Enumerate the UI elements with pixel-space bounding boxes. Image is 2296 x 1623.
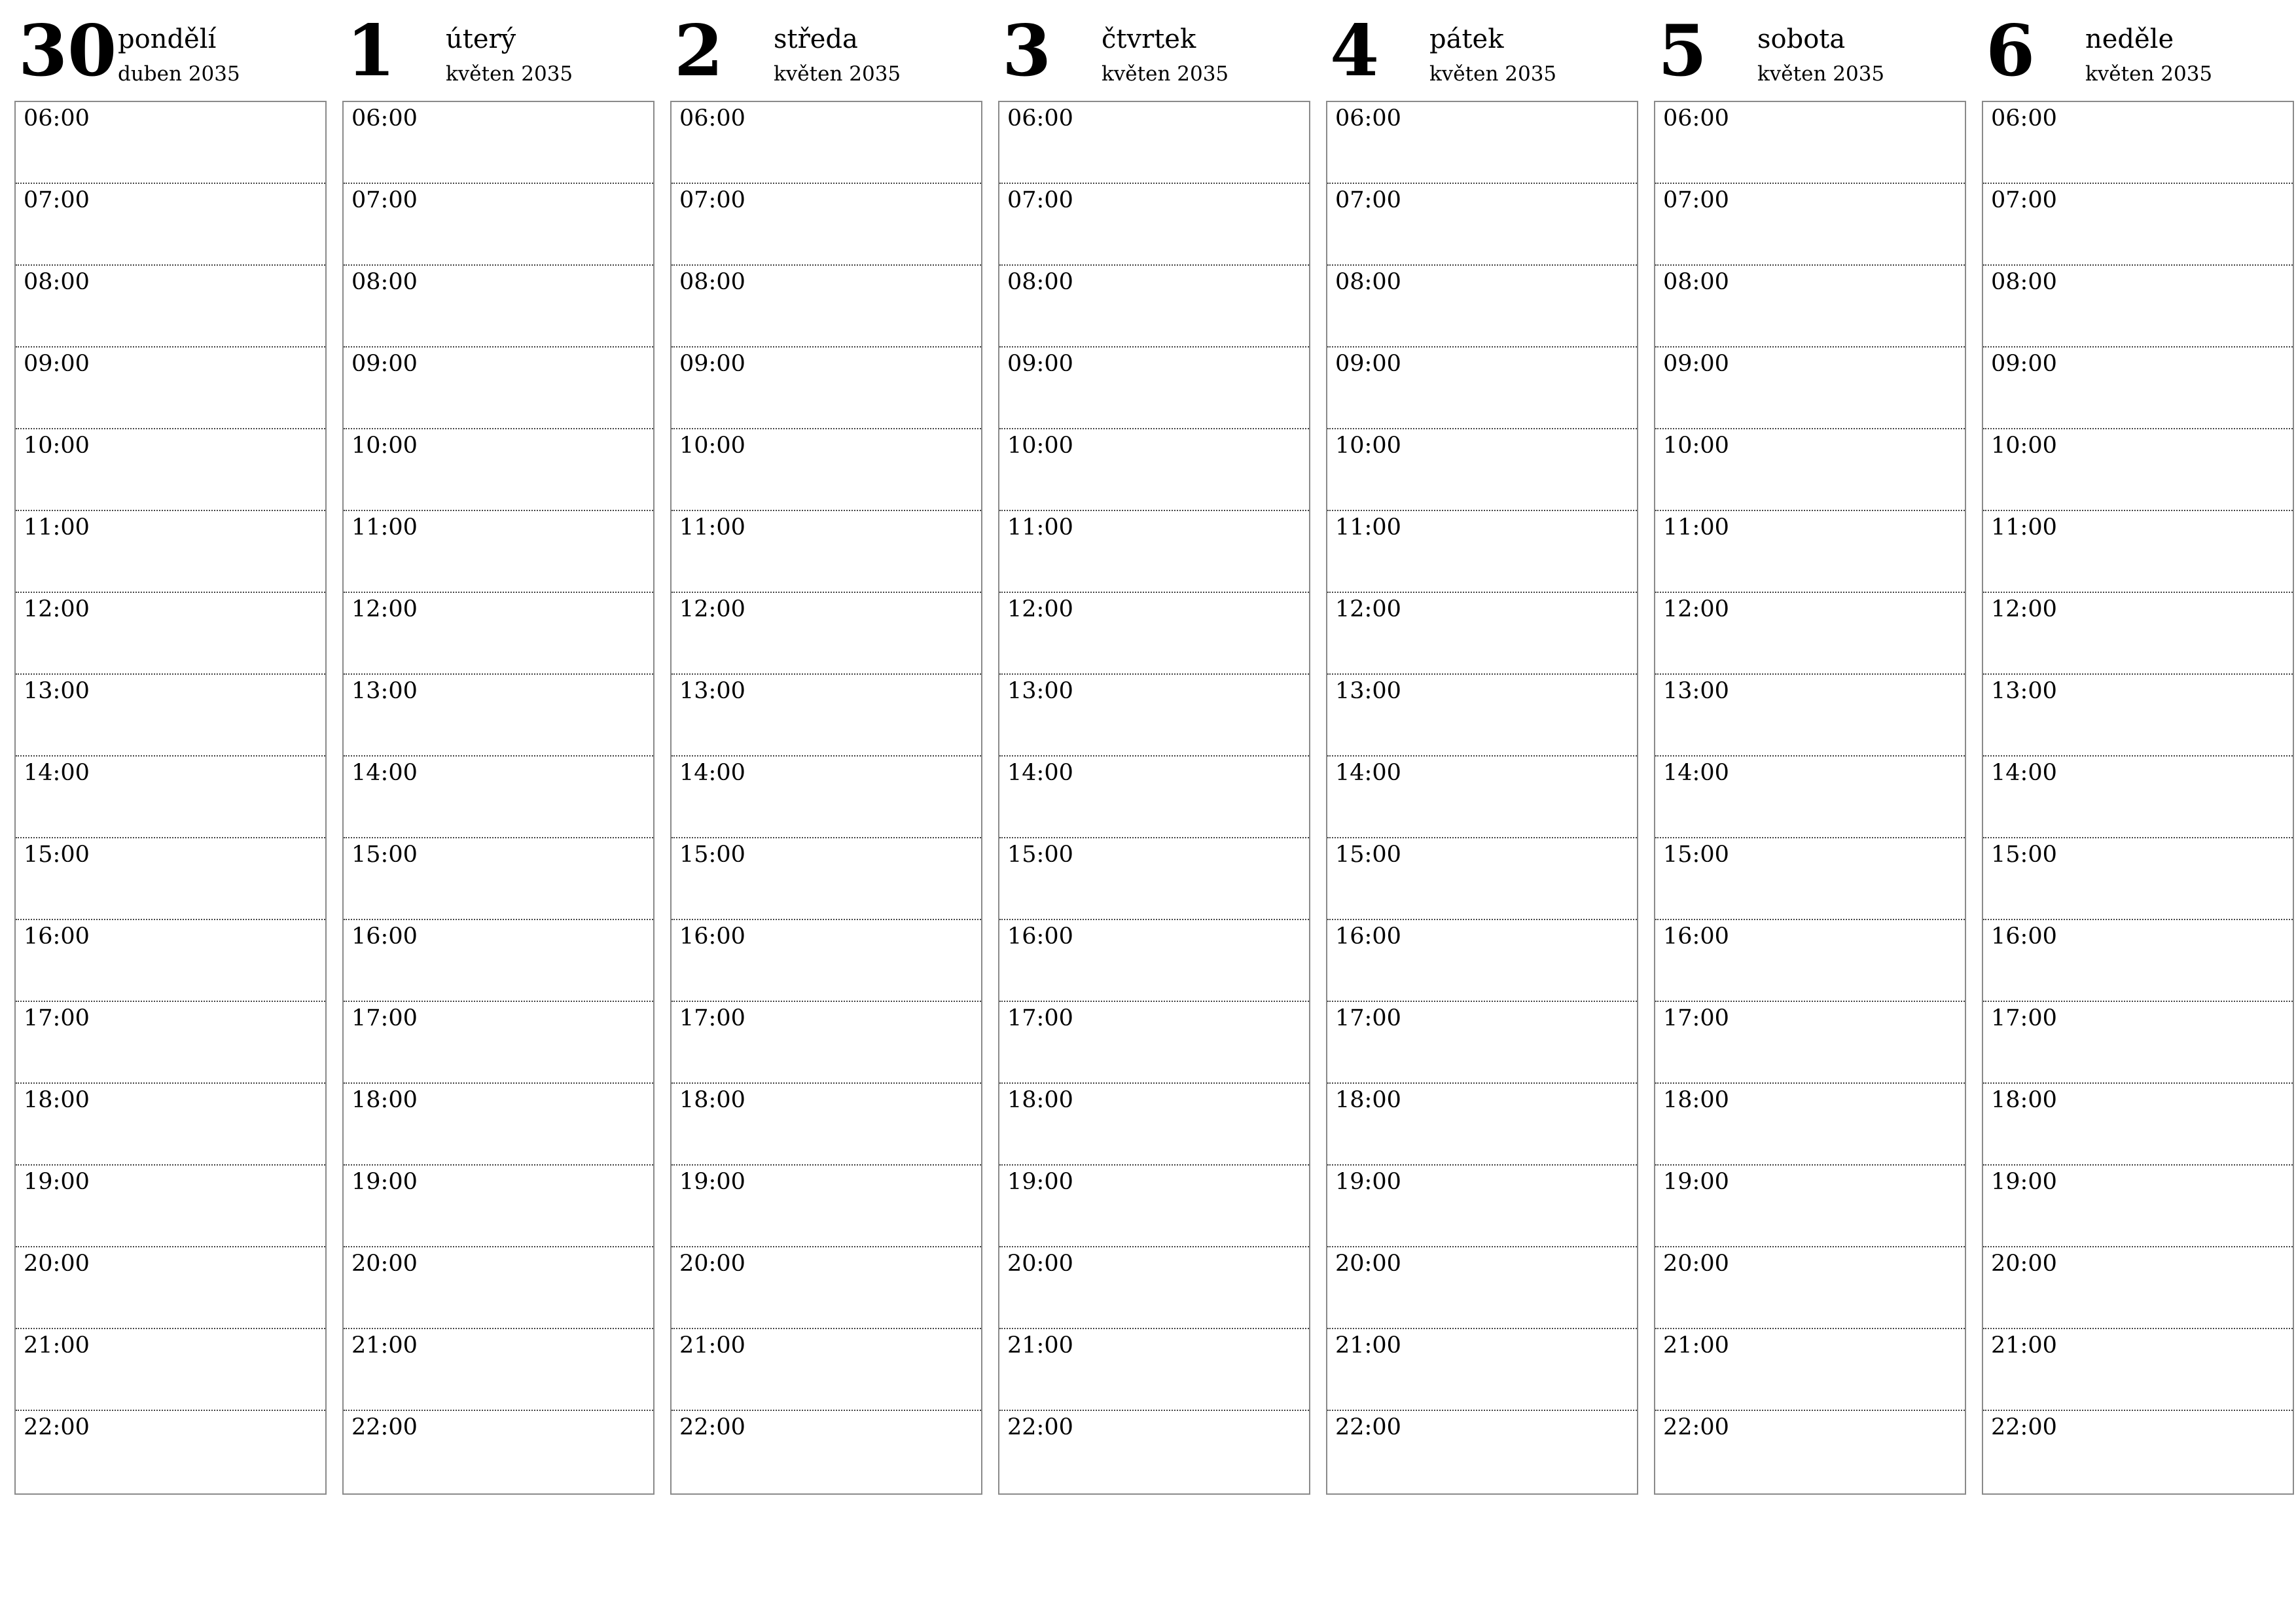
time-slot[interactable]: [1655, 1002, 1965, 1084]
time-slot[interactable]: [16, 1247, 325, 1329]
time-label: 21:00: [1991, 1332, 2057, 1359]
day-number: 3: [1002, 10, 1052, 92]
day-column: [1326, 0, 1638, 1499]
day-schedule: [1654, 101, 1966, 1495]
time-label: 13:00: [1335, 678, 1401, 704]
time-slot[interactable]: [1327, 675, 1637, 757]
time-label: 19:00: [1007, 1169, 1073, 1195]
time-slot[interactable]: [999, 1002, 1309, 1084]
time-label: 12:00: [1663, 596, 1729, 622]
day-schedule: [998, 101, 1310, 1495]
time-slot[interactable]: [672, 1084, 981, 1166]
time-slot[interactable]: [1655, 920, 1965, 1002]
time-label: 12:00: [1007, 596, 1073, 622]
time-label: 21:00: [24, 1332, 90, 1359]
time-label: 21:00: [1335, 1332, 1401, 1359]
time-label: 14:00: [1663, 760, 1729, 786]
time-slot[interactable]: [999, 1247, 1309, 1329]
time-label: 16:00: [679, 923, 745, 950]
time-slot[interactable]: [344, 1247, 653, 1329]
time-label: 07:00: [1007, 187, 1073, 213]
time-label: 20:00: [24, 1251, 90, 1277]
time-slot[interactable]: [344, 920, 653, 1002]
time-slot[interactable]: [1655, 348, 1965, 429]
time-label: 21:00: [1663, 1332, 1729, 1359]
time-label: 20:00: [1335, 1251, 1401, 1277]
time-label: 07:00: [24, 187, 90, 213]
month-year: duben 2035: [118, 62, 240, 86]
time-slot[interactable]: [999, 757, 1309, 838]
month-year: květen 2035: [2085, 62, 2213, 86]
time-label: 16:00: [1663, 923, 1729, 950]
time-label: 15:00: [1007, 842, 1073, 868]
time-slot[interactable]: [999, 511, 1309, 593]
time-slot[interactable]: [16, 511, 325, 593]
time-label: 22:00: [679, 1414, 745, 1440]
time-slot[interactable]: [1655, 102, 1965, 184]
day-header: [1326, 0, 1638, 101]
time-label: 06:00: [24, 105, 90, 132]
time-slot[interactable]: [672, 1166, 981, 1247]
time-label: 20:00: [1663, 1251, 1729, 1277]
time-slot[interactable]: [1983, 348, 2293, 429]
time-label: 21:00: [679, 1332, 745, 1359]
time-slot[interactable]: [344, 1002, 653, 1084]
month-year: květen 2035: [1429, 62, 1557, 86]
time-slot[interactable]: [1983, 511, 2293, 593]
time-slot[interactable]: [1655, 266, 1965, 348]
time-label: 17:00: [24, 1005, 90, 1031]
time-slot[interactable]: [344, 266, 653, 348]
time-slot[interactable]: [1327, 757, 1637, 838]
time-slot[interactable]: [16, 1084, 325, 1166]
day-header: [342, 0, 655, 101]
time-slot[interactable]: [344, 1084, 653, 1166]
time-label: 08:00: [1663, 269, 1729, 295]
time-slot[interactable]: [1327, 1411, 1637, 1493]
time-slot[interactable]: [1655, 593, 1965, 675]
time-label: 11:00: [1663, 514, 1729, 541]
time-slot[interactable]: [999, 266, 1309, 348]
time-slot[interactable]: [672, 838, 981, 920]
time-slot[interactable]: [672, 757, 981, 838]
time-label: 12:00: [351, 596, 418, 622]
time-label: 11:00: [1007, 514, 1073, 541]
time-slot[interactable]: [1655, 1247, 1965, 1329]
time-slot[interactable]: [16, 266, 325, 348]
time-label: 10:00: [1991, 433, 2057, 459]
month-year: květen 2035: [1102, 62, 1229, 86]
time-slot[interactable]: [1655, 757, 1965, 838]
time-slot[interactable]: [1327, 511, 1637, 593]
time-label: 18:00: [24, 1087, 90, 1113]
time-slot[interactable]: [1983, 266, 2293, 348]
time-slot[interactable]: [16, 429, 325, 511]
day-schedule: [14, 101, 327, 1495]
time-slot[interactable]: [1327, 102, 1637, 184]
time-slot[interactable]: [1327, 1247, 1637, 1329]
time-slot[interactable]: [999, 1084, 1309, 1166]
time-label: 17:00: [1335, 1005, 1401, 1031]
day-column: [342, 0, 655, 1499]
time-label: 09:00: [1007, 351, 1073, 377]
time-label: 15:00: [1663, 842, 1729, 868]
time-label: 22:00: [1991, 1414, 2057, 1440]
time-slot[interactable]: [1655, 511, 1965, 593]
time-slot[interactable]: [672, 348, 981, 429]
time-slot[interactable]: [1983, 1166, 2293, 1247]
time-label: 14:00: [351, 760, 418, 786]
time-label: 20:00: [1991, 1251, 2057, 1277]
time-label: 13:00: [679, 678, 745, 704]
time-label: 15:00: [351, 842, 418, 868]
time-slot[interactable]: [344, 348, 653, 429]
time-slot[interactable]: [16, 1329, 325, 1411]
time-label: 21:00: [351, 1332, 418, 1359]
time-slot[interactable]: [16, 593, 325, 675]
time-slot[interactable]: [999, 593, 1309, 675]
day-header: [998, 0, 1310, 101]
time-slot[interactable]: [672, 593, 981, 675]
time-label: 07:00: [679, 187, 745, 213]
day-number: 6: [1986, 10, 2036, 92]
time-label: 06:00: [679, 105, 745, 132]
time-slot[interactable]: [16, 1166, 325, 1247]
time-label: 14:00: [24, 760, 90, 786]
time-slot[interactable]: [672, 920, 981, 1002]
time-label: 08:00: [1007, 269, 1073, 295]
time-slot[interactable]: [344, 757, 653, 838]
time-label: 12:00: [1991, 596, 2057, 622]
time-slot[interactable]: [16, 348, 325, 429]
time-slot[interactable]: [1983, 1329, 2293, 1411]
time-slot[interactable]: [1327, 184, 1637, 266]
time-slot[interactable]: [344, 675, 653, 757]
time-label: 06:00: [1335, 105, 1401, 132]
time-label: 18:00: [679, 1087, 745, 1113]
day-name: čtvrtek: [1102, 24, 1196, 54]
time-label: 14:00: [679, 760, 745, 786]
time-label: 07:00: [1335, 187, 1401, 213]
time-label: 17:00: [1007, 1005, 1073, 1031]
time-slot[interactable]: [16, 920, 325, 1002]
time-label: 19:00: [24, 1169, 90, 1195]
time-label: 07:00: [1991, 187, 2057, 213]
month-year: květen 2035: [446, 62, 573, 86]
time-label: 12:00: [1335, 596, 1401, 622]
time-label: 20:00: [351, 1251, 418, 1277]
day-number: 2: [674, 10, 724, 92]
time-label: 07:00: [351, 187, 418, 213]
time-label: 22:00: [24, 1414, 90, 1440]
time-slot[interactable]: [344, 1166, 653, 1247]
time-label: 18:00: [1991, 1087, 2057, 1113]
time-label: 07:00: [1663, 187, 1729, 213]
day-number: 4: [1330, 10, 1380, 92]
day-name: pátek: [1429, 24, 1504, 54]
time-slot[interactable]: [16, 838, 325, 920]
time-label: 15:00: [1335, 842, 1401, 868]
time-label: 06:00: [1991, 105, 2057, 132]
time-label: 15:00: [679, 842, 745, 868]
day-number: 1: [346, 10, 396, 92]
time-label: 10:00: [351, 433, 418, 459]
day-schedule: [342, 101, 655, 1495]
time-label: 08:00: [24, 269, 90, 295]
time-slot[interactable]: [672, 1411, 981, 1493]
time-slot[interactable]: [344, 184, 653, 266]
time-label: 11:00: [1991, 514, 2057, 541]
time-slot[interactable]: [344, 838, 653, 920]
time-label: 13:00: [24, 678, 90, 704]
time-slot[interactable]: [16, 102, 325, 184]
time-slot[interactable]: [1983, 1411, 2293, 1493]
time-slot[interactable]: [1983, 184, 2293, 266]
time-slot[interactable]: [672, 1329, 981, 1411]
time-label: 15:00: [24, 842, 90, 868]
time-slot[interactable]: [999, 1166, 1309, 1247]
day-header: [670, 0, 982, 101]
time-label: 09:00: [679, 351, 745, 377]
time-label: 06:00: [351, 105, 418, 132]
time-label: 13:00: [1007, 678, 1073, 704]
time-label: 08:00: [1991, 269, 2057, 295]
time-slot[interactable]: [1983, 838, 2293, 920]
time-slot[interactable]: [1327, 1166, 1637, 1247]
time-slot[interactable]: [672, 102, 981, 184]
day-name: sobota: [1757, 24, 1846, 54]
time-slot[interactable]: [344, 429, 653, 511]
time-slot[interactable]: [1327, 429, 1637, 511]
time-slot[interactable]: [999, 838, 1309, 920]
day-name: neděle: [2085, 24, 2174, 54]
time-slot[interactable]: [1655, 675, 1965, 757]
time-label: 12:00: [679, 596, 745, 622]
time-label: 16:00: [24, 923, 90, 950]
time-label: 08:00: [679, 269, 745, 295]
time-label: 17:00: [1663, 1005, 1729, 1031]
time-label: 17:00: [1991, 1005, 2057, 1031]
day-header: [14, 0, 327, 101]
time-slot[interactable]: [672, 1247, 981, 1329]
time-slot[interactable]: [1983, 920, 2293, 1002]
time-label: 20:00: [1007, 1251, 1073, 1277]
time-slot[interactable]: [672, 429, 981, 511]
time-label: 11:00: [351, 514, 418, 541]
time-slot[interactable]: [1983, 757, 2293, 838]
time-slot[interactable]: [672, 266, 981, 348]
time-label: 18:00: [1335, 1087, 1401, 1113]
day-schedule: [1326, 101, 1638, 1495]
time-label: 22:00: [1007, 1414, 1073, 1440]
time-slot[interactable]: [1983, 593, 2293, 675]
time-slot[interactable]: [16, 1002, 325, 1084]
time-slot[interactable]: [344, 1411, 653, 1493]
time-slot[interactable]: [672, 184, 981, 266]
time-label: 19:00: [1991, 1169, 2057, 1195]
time-label: 16:00: [1991, 923, 2057, 950]
time-slot[interactable]: [1983, 1247, 2293, 1329]
time-label: 08:00: [1335, 269, 1401, 295]
time-label: 19:00: [679, 1169, 745, 1195]
time-label: 18:00: [1007, 1087, 1073, 1113]
time-label: 18:00: [1663, 1087, 1729, 1113]
time-slot[interactable]: [1327, 348, 1637, 429]
time-label: 18:00: [351, 1087, 418, 1113]
time-label: 11:00: [24, 514, 90, 541]
time-label: 10:00: [24, 433, 90, 459]
time-label: 12:00: [24, 596, 90, 622]
time-slot[interactable]: [999, 1329, 1309, 1411]
day-column: [1982, 0, 2294, 1499]
time-slot[interactable]: [1655, 1329, 1965, 1411]
time-slot[interactable]: [1655, 184, 1965, 266]
time-slot[interactable]: [344, 102, 653, 184]
day-column: [670, 0, 982, 1499]
day-schedule: [670, 101, 982, 1495]
time-label: 13:00: [351, 678, 418, 704]
time-slot[interactable]: [1327, 1329, 1637, 1411]
time-label: 14:00: [1991, 760, 2057, 786]
time-slot[interactable]: [1327, 1084, 1637, 1166]
time-slot[interactable]: [999, 920, 1309, 1002]
time-slot[interactable]: [1655, 838, 1965, 920]
day-name: středa: [774, 24, 858, 54]
time-label: 09:00: [24, 351, 90, 377]
time-label: 14:00: [1335, 760, 1401, 786]
time-slot[interactable]: [1655, 1411, 1965, 1493]
day-column: [998, 0, 1310, 1499]
time-slot[interactable]: [1983, 1002, 2293, 1084]
time-label: 19:00: [1663, 1169, 1729, 1195]
time-slot[interactable]: [16, 757, 325, 838]
time-label: 16:00: [1335, 923, 1401, 950]
time-slot[interactable]: [1327, 593, 1637, 675]
day-header: [1654, 0, 1966, 101]
time-slot[interactable]: [344, 593, 653, 675]
time-label: 10:00: [1663, 433, 1729, 459]
time-label: 10:00: [1335, 433, 1401, 459]
time-label: 22:00: [1663, 1414, 1729, 1440]
time-slot[interactable]: [672, 675, 981, 757]
time-slot[interactable]: [1327, 920, 1637, 1002]
time-slot[interactable]: [1655, 429, 1965, 511]
time-label: 11:00: [679, 514, 745, 541]
time-label: 21:00: [1007, 1332, 1073, 1359]
time-slot[interactable]: [1983, 675, 2293, 757]
time-slot[interactable]: [344, 1329, 653, 1411]
time-slot[interactable]: [16, 675, 325, 757]
time-label: 09:00: [1663, 351, 1729, 377]
time-label: 08:00: [351, 269, 418, 295]
time-label: 06:00: [1663, 105, 1729, 132]
month-year: květen 2035: [774, 62, 901, 86]
time-slot[interactable]: [672, 511, 981, 593]
time-slot[interactable]: [1655, 1166, 1965, 1247]
day-column: [1654, 0, 1966, 1499]
time-label: 11:00: [1335, 514, 1401, 541]
time-label: 17:00: [351, 1005, 418, 1031]
time-label: 22:00: [351, 1414, 418, 1440]
time-label: 19:00: [1335, 1169, 1401, 1195]
time-slot[interactable]: [999, 1411, 1309, 1493]
day-schedule: [1982, 101, 2294, 1495]
time-slot[interactable]: [1327, 1002, 1637, 1084]
time-label: 09:00: [1991, 351, 2057, 377]
time-label: 10:00: [679, 433, 745, 459]
time-slot[interactable]: [999, 102, 1309, 184]
time-label: 19:00: [351, 1169, 418, 1195]
time-label: 13:00: [1991, 678, 2057, 704]
day-number: 5: [1658, 10, 1708, 92]
time-slot[interactable]: [1327, 266, 1637, 348]
time-slot[interactable]: [1983, 429, 2293, 511]
time-label: 16:00: [1007, 923, 1073, 950]
time-slot[interactable]: [344, 511, 653, 593]
time-label: 13:00: [1663, 678, 1729, 704]
time-label: 06:00: [1007, 105, 1073, 132]
day-name: úterý: [446, 24, 516, 54]
weekly-planner: [14, 0, 2283, 1499]
time-label: 17:00: [679, 1005, 745, 1031]
time-slot[interactable]: [16, 1411, 325, 1493]
day-name: pondělí: [118, 24, 217, 54]
time-label: 22:00: [1335, 1414, 1401, 1440]
day-column: [14, 0, 327, 1499]
time-label: 09:00: [351, 351, 418, 377]
time-slot[interactable]: [1983, 1084, 2293, 1166]
time-slot[interactable]: [999, 675, 1309, 757]
time-slot[interactable]: [999, 348, 1309, 429]
time-label: 16:00: [351, 923, 418, 950]
time-label: 10:00: [1007, 433, 1073, 459]
time-label: 20:00: [679, 1251, 745, 1277]
time-slot[interactable]: [672, 1002, 981, 1084]
time-slot[interactable]: [999, 184, 1309, 266]
time-label: 09:00: [1335, 351, 1401, 377]
day-number: 30: [18, 10, 117, 92]
time-slot[interactable]: [999, 429, 1309, 511]
time-slot[interactable]: [1655, 1084, 1965, 1166]
time-slot[interactable]: [1983, 102, 2293, 184]
time-label: 14:00: [1007, 760, 1073, 786]
time-label: 15:00: [1991, 842, 2057, 868]
day-header: [1982, 0, 2294, 101]
time-slot[interactable]: [1327, 838, 1637, 920]
time-slot[interactable]: [16, 184, 325, 266]
month-year: květen 2035: [1757, 62, 1885, 86]
